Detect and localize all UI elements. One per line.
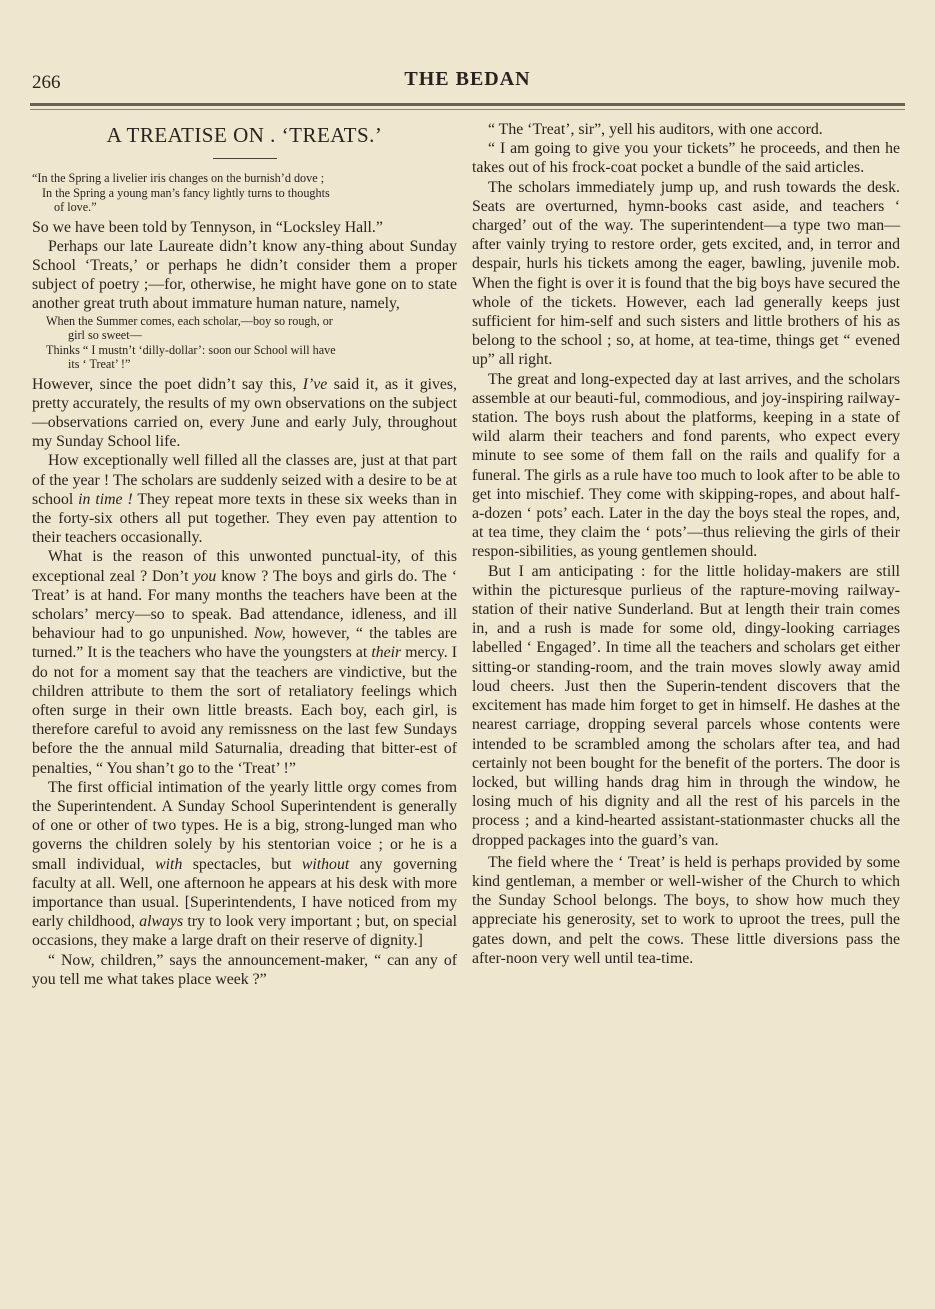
paragraph: So we have been told by Tennyson, in “Locksley Hall.” [32, 218, 383, 236]
page-number: 266 [32, 72, 61, 93]
left-column [32, 120, 457, 989]
page-header [32, 64, 903, 94]
verse-line: Thinks “ I mustn’t ‘dilly-dollar’: soon our School will have [46, 342, 336, 357]
title-rule [213, 158, 277, 159]
paragraph: The great and long-expected day at last arrives, and the scholars assemble at our beauti-ful, commodious, and joy-inspiring railway-station. The boys rush about the platforms, keeping in a state of wild alarm their teachers and fond parents, who expect every minute to see some of them fall on the rails and qualify for a funeral. The girls as a rule have too much to look after to be able to get into mischief. They come with skipping-ropes, and about half-a-dozen ‘ pots’ each. Later in the day the boys steal the ropes, and, at tea time, they claim the ‘ pots’—thus relieving the girls of their respon-sibilities, as young gentlemen should. [472, 370, 900, 561]
paragraph: “ Now, children,” says the announcement-maker, “ can any of you tell me what takes place week ?” [32, 951, 457, 988]
header-rule-thin [30, 109, 905, 110]
running-title: THE BEDAN [404, 68, 531, 90]
paragraph: What is the reason of this unwonted punctual-ity, of this exceptional zeal ? Don’t you know ? The boys and girls do. The ‘ Treat’ is at hand. For many months the teachers have been at the scholars’ mercy—so to speak. Bad attendance, idleness, and ill behaviour had to go unpunished. Now, however, “ the tables are turned.” It is the teachers who have the youngsters at their mercy. I do not for a moment say that the teachers are vindictive, but the children attribute to them the sort of retaliatory feelings which often surge in their own little breasts. Each boy, each girl, is therefore careful to avoid any remissness on the last few Sundays before the the annual mild Saturnalia, dreading that bitter-est of penalties, “ You shan’t go to the ‘Treat’ !” [32, 548, 458, 777]
verse-line: When the Summer comes, each scholar,—boy so rough, or [46, 313, 333, 328]
article-title: A TREATISE ON . ‘TREATS.’ [106, 123, 383, 147]
paragraph: Perhaps our late Laureate didn’t know any-thing about Sunday School ‘Treats,’ or perhaps he didn’t consider them a proper subject of poetry ;—for, otherwise, he might have gone on to state another great truth about immature human nature, namely, [32, 237, 457, 313]
paragraph: But I am anticipating : for the little holiday-makers are still within the picturesque purlieus of the rapture-moving railway-station of their native Sunderland. But at length their train comes in, and a rush is made for some old, dingy-looking carriages labelled ‘ Engaged’. In time all the teachers and scholars get either sitting-or standing-room, and the train moves slowly away amid loud cheers. Just then the Superin-tendent discovers that the excitement has made him forget to get in himself. He dashes at the nearest carriage, dropping several parcels whose contents were intended to be scrambled among the scholars after tea, and had certainly not been bought for the benefit of the porters. The door is locked, but willing hands drag him in through the window, he losing much of his dignity and all the rest of his parcels in the process ; and a kind-hearted assistant-stationmaster chucks all the dropped packages into the guard’s van. [472, 562, 900, 849]
paragraph: “ I am going to give you your tickets” he proceeds, and then he takes out of his frock-coat pocket a bundle of the said articles. [472, 140, 900, 177]
right-column [472, 120, 900, 968]
paragraph: The field where the ‘ Treat’ is held is perhaps provided by some kind gentleman, a member or well-wisher of the Church to which the Sunday School belongs. The boys, to show how much they appreciate his generosity, set to work to uproot the trees, pull the gates down, and pelt the cows. These little diversions pass the after-noon very well until tea-time. [472, 853, 900, 967]
paragraph: However, since the poet didn’t say this, I’ve said it, as it gives, pretty accurately, the results of my own observations on the subject—observations carried on, every June and early July, throughout my Sunday School life. [32, 375, 458, 451]
epigraph [32, 171, 457, 215]
verse-line: girl so sweet— [68, 328, 142, 343]
paragraph: How exceptionally well filled all the classes are, just at that part of the year ! The scholars are suddenly seized with a desire to be at school in time ! They repeat more texts in these six weeks than in the forty-six others all put together. They even pay attention to their teachers occasionally. [32, 452, 457, 547]
paragraph: “ The ‘Treat’, sir”, yell his auditors, with one accord. [488, 121, 823, 138]
paragraph: The scholars immediately jump up, and rush towards the desk. Seats are overturned, hymn-books cast aside, and teachers ‘ charged’ out of the way. The superintendent—a type two man—after vainly trying to restore order, gets excited, and, in terror and despair, hurls his tickets among the eager, bawling, juvenile mob. When the fight is over it is found that the big boys have secured the whole of the tickets. However, each lad generally keeps just sufficient for him-self and such sisters and little brothers of his as belong to the school ; so, at home, at tea-time, things get “ evened up” all right. [472, 178, 900, 369]
epigraph-line: In the Spring a young man’s fancy lightly turns to thoughts [42, 185, 330, 200]
paragraph: The first official intimation of the yearly little orgy comes from the Superintendent. A Sunday School Superintendent is generally of one or other of two types. He is a big, strong-lunged man who governs the children solely by his stentorian voice ; or he is a small individual, with spectacles, but without any governing faculty at all. Well, one afternoon he appears at his desk with more importance than usual. [Superintendents, I have noticed from my early childhood, always try to look very important ; but, on special occasions, they make a large draft on their reserve of dignity.] [32, 778, 457, 950]
verse-line: its ‘ Treat’ !” [68, 357, 131, 372]
header-rule [30, 103, 905, 106]
verse [46, 314, 457, 372]
epigraph-line: of love.” [54, 200, 97, 214]
epigraph-line: “In the Spring a livelier iris changes on the burnish’d dove ; [32, 171, 325, 185]
